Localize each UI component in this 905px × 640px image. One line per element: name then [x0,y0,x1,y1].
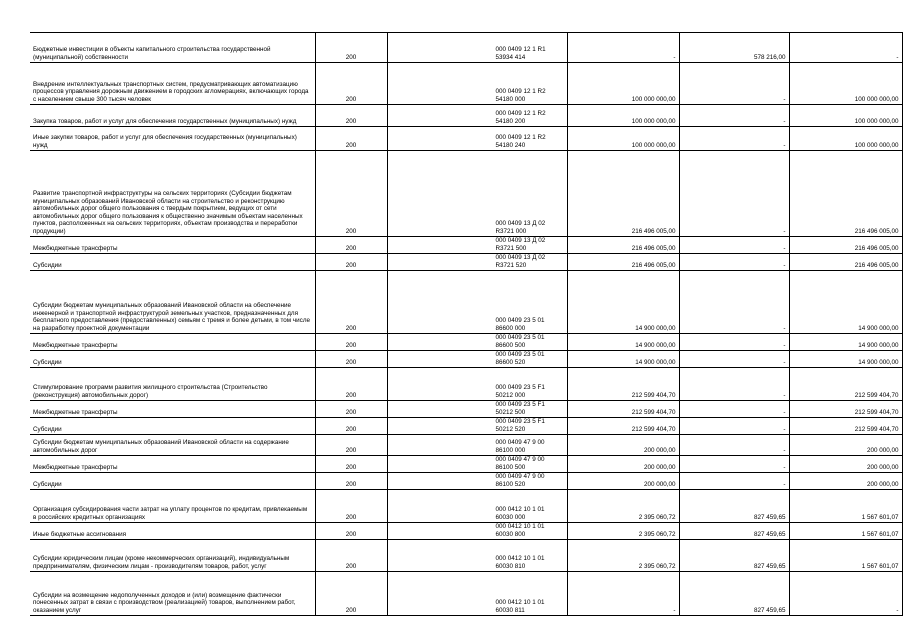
row-name: Межбюджетные трансферты [30,334,315,351]
row-value-1: 14 900 000,00 [567,351,679,368]
row-value-1: 212 599 404,70 [567,401,679,418]
row-value-1: 14 900 000,00 [567,271,679,334]
table-row [30,540,902,572]
row-value-1: 14 900 000,00 [567,334,679,351]
row-value-1: 2 395 060,72 [567,490,679,523]
row-value-1: 212 599 404,70 [567,418,679,435]
table-row [30,351,902,368]
row-value-2: - [679,127,789,151]
row-value-3: 200 000,00 [789,473,902,490]
row-classification: 000 0409 13 Д 02 R3721 500 [387,237,567,254]
row-classification: 000 0409 47 9 00 86100 500 [387,456,567,473]
row-value-2: 827 459,65 [679,572,789,616]
table-row [30,490,902,523]
row-value-3: 1 567 601,07 [789,540,902,572]
row-classification: 000 0409 23 5 F1 50212 000 [387,368,567,401]
row-code: 200 [315,254,387,271]
row-value-3: - [789,572,902,616]
row-value-2: - [679,401,789,418]
table-row [30,105,902,127]
row-value-3: 14 900 000,00 [789,351,902,368]
row-name: Субсидии бюджетам муниципальных образований Ивановской области на обеспечение инженерной и транспортной инфраструктурой земельных участков, предназначенных для бесплатного предоставления (предоставленных) семьям с тремя и более детьми, в том числе на разработку проектной документации [30,271,315,334]
row-classification: 000 0409 23 5 01 86600 500 [387,334,567,351]
table-row [30,456,902,473]
table-row [30,523,902,540]
row-value-1: - [567,33,679,63]
row-value-2: - [679,151,789,237]
row-value-3: 212 599 404,70 [789,401,902,418]
row-classification: 000 0409 47 9 00 86100 520 [387,473,567,490]
row-value-1: 100 000 000,00 [567,127,679,151]
row-value-1: 216 496 005,00 [567,254,679,271]
row-code: 200 [315,368,387,401]
row-value-1: 100 000 000,00 [567,105,679,127]
row-classification: 000 0409 23 5 F1 50212 520 [387,418,567,435]
row-code: 200 [315,456,387,473]
row-name: Стимулирование программ развития жилищного строительства (Строительство (реконструкция) автомобильных дорог) [30,368,315,401]
row-classification: 000 0409 47 9 00 86100 000 [387,435,567,456]
row-value-1: 2 395 060,72 [567,523,679,540]
table-row [30,151,902,237]
row-classification: 000 0412 10 1 01 60030 000 [387,490,567,523]
row-value-2: 827 459,65 [679,523,789,540]
row-code: 200 [315,490,387,523]
row-code: 200 [315,351,387,368]
row-value-1: 100 000 000,00 [567,63,679,105]
row-name: Развитие транспортной инфраструктуры на сельских территориях (Субсидии бюджетам муниципальных образований Ивановской области на строительство и реконструкцию автомобильных дорог общего пользования с твердым покрытием, ведущих от сети автомобильных дорог общего пользования к общественно значимым объектам населенных пунктов, расположенных на сельских территориях, объектам производства и переработки продукции) [30,151,315,237]
row-name: Закупка товаров, работ и услуг для обеспечения государственных (муниципальных) нужд [30,105,315,127]
row-classification: 000 0409 23 5 F1 50212 500 [387,401,567,418]
row-value-2: - [679,418,789,435]
budget-table [30,32,903,616]
row-value-1: 216 496 005,00 [567,237,679,254]
row-value-3: 1 567 601,07 [789,490,902,523]
row-name: Субсидии [30,351,315,368]
row-value-2: - [679,473,789,490]
row-name: Субсидии [30,418,315,435]
table-row [30,368,902,401]
table-row [30,401,902,418]
row-code: 200 [315,418,387,435]
row-name: Бюджетные инвестиции в объекты капитального строительства государственной (муниципальной) собственности [30,33,315,63]
row-value-2: - [679,368,789,401]
row-value-3: 14 900 000,00 [789,334,902,351]
row-value-1: 200 000,00 [567,435,679,456]
row-code: 200 [315,523,387,540]
row-value-1: 200 000,00 [567,456,679,473]
row-value-2: 827 459,65 [679,490,789,523]
row-value-1: 216 496 005,00 [567,151,679,237]
row-value-3: 100 000 000,00 [789,127,902,151]
table-row [30,473,902,490]
row-value-3: - [789,33,902,63]
row-name: Субсидии юридическим лицам (кроме некоммерческих организаций), индивидуальным предпринимателям, физическим лицам - производителям товаров, работ, услуг [30,540,315,572]
row-name: Субсидии [30,254,315,271]
row-value-2: 827 459,65 [679,540,789,572]
row-value-2: - [679,271,789,334]
table-row [30,237,902,254]
row-value-3: 216 496 005,00 [789,254,902,271]
row-classification: 000 0409 13 Д 02 R3721 520 [387,254,567,271]
row-value-3: 216 496 005,00 [789,237,902,254]
row-name: Межбюджетные трансферты [30,401,315,418]
row-value-1: 200 000,00 [567,473,679,490]
row-value-2: - [679,254,789,271]
row-code: 200 [315,540,387,572]
row-value-1: - [567,572,679,616]
row-code: 200 [315,435,387,456]
row-code: 200 [315,271,387,334]
row-code: 200 [315,33,387,63]
row-name: Субсидии на возмещение недополученных доходов и (или) возмещение фактически понесенных затрат в связи с производством (реализацией) товаров, выполнением работ, оказанием услуг [30,572,315,616]
row-value-2: - [679,456,789,473]
table-row [30,435,902,456]
row-value-3: 216 496 005,00 [789,151,902,237]
table-row [30,254,902,271]
row-code: 200 [315,127,387,151]
table-row [30,418,902,435]
row-code: 200 [315,334,387,351]
row-value-2: - [679,351,789,368]
row-code: 200 [315,572,387,616]
row-classification: 000 0409 12 1 R1 53934 414 [387,33,567,63]
row-code: 200 [315,401,387,418]
row-value-3: 100 000 000,00 [789,63,902,105]
row-value-1: 2 395 060,72 [567,540,679,572]
row-code: 200 [315,105,387,127]
row-name: Субсидии бюджетам муниципальных образований Ивановской области на содержание автомобильных дорог [30,435,315,456]
row-code: 200 [315,237,387,254]
row-name: Межбюджетные трансферты [30,456,315,473]
row-name: Организация субсидирования части затрат на уплату процентов по кредитам, привлекаемым в российских кредитных организациях [30,490,315,523]
row-value-2: - [679,63,789,105]
row-classification: 000 0409 13 Д 02 R3721 000 [387,151,567,237]
row-classification: 000 0409 12 1 R2 54180 000 [387,63,567,105]
row-code: 200 [315,151,387,237]
row-value-2: - [679,105,789,127]
row-classification: 000 0412 10 1 01 60030 811 [387,572,567,616]
row-name: Иные бюджетные ассигнования [30,523,315,540]
row-name: Внедрение интеллектуальных транспортных систем, предусматривающих автоматизацию процессов управления дорожным движением в городских агломерациях, включающих города с населением свыше 300 тысяч человек [30,63,315,105]
row-code: 200 [315,473,387,490]
row-classification: 000 0412 10 1 01 60030 800 [387,523,567,540]
row-value-3: 200 000,00 [789,435,902,456]
row-value-3: 1 567 601,07 [789,523,902,540]
row-value-3: 212 599 404,70 [789,418,902,435]
row-value-3: 212 599 404,70 [789,368,902,401]
table-row [30,334,902,351]
row-classification: 000 0412 10 1 01 60030 810 [387,540,567,572]
row-name: Иные закупки товаров, работ и услуг для обеспечения государственных (муниципальных) нужд [30,127,315,151]
row-code: 200 [315,63,387,105]
row-value-2: 578 216,00 [679,33,789,63]
table-row [30,33,902,63]
row-classification: 000 0409 12 1 R2 54180 240 [387,127,567,151]
table-row [30,271,902,334]
row-value-3: 14 900 000,00 [789,271,902,334]
row-classification: 000 0409 12 1 R2 54180 200 [387,105,567,127]
row-value-3: 200 000,00 [789,456,902,473]
row-value-2: - [679,237,789,254]
row-name: Межбюджетные трансферты [30,237,315,254]
table-row [30,127,902,151]
row-value-2: - [679,435,789,456]
row-name: Субсидии [30,473,315,490]
row-classification: 000 0409 23 5 01 86600 000 [387,271,567,334]
row-value-3: 100 000 000,00 [789,105,902,127]
row-value-2: - [679,334,789,351]
row-classification: 000 0409 23 5 01 86600 520 [387,351,567,368]
table-row [30,572,902,616]
row-value-1: 212 599 404,70 [567,368,679,401]
table-row [30,63,902,105]
